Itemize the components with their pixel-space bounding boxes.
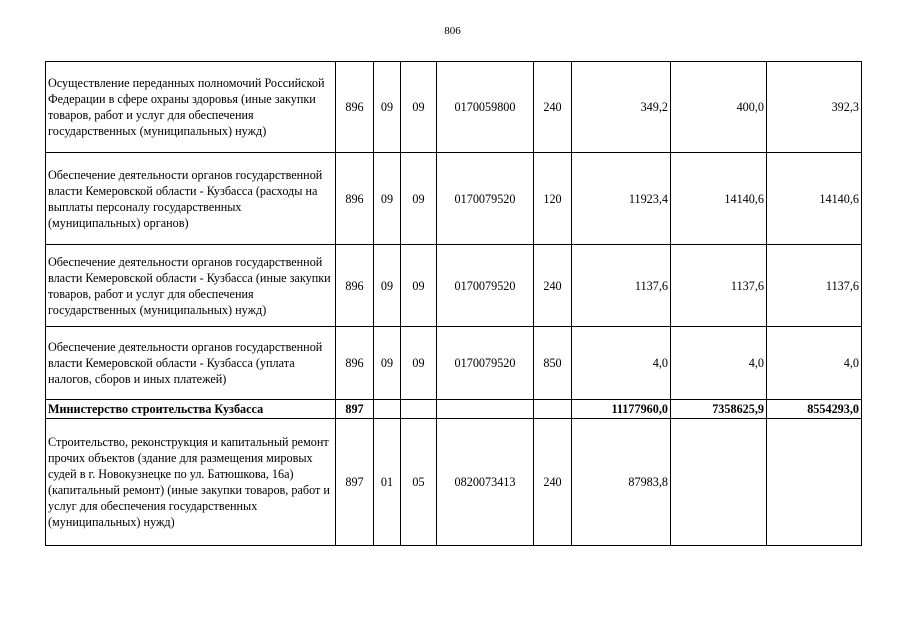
expense-type-code: 120 <box>534 153 572 245</box>
expense-name: Обеспечение деятельности органов государственной власти Кемеровской области - Кузбасса (уплата налогов, сборов и иных платежей) <box>46 327 336 400</box>
amount-year-1: 11923,4 <box>572 153 671 245</box>
expense-name: Осуществление переданных полномочий Российской Федерации в сфере охраны здоровья (иные закупки товаров, работ и услуг для обеспечения государственных (муниципальных) нужд) <box>46 62 336 153</box>
section-code: 01 <box>374 419 401 546</box>
subsection-code: 09 <box>401 245 437 327</box>
department-code: 896 <box>336 62 374 153</box>
amount-year-3: 14140,6 <box>767 153 862 245</box>
amount-year-2 <box>671 419 767 546</box>
table-row-ministry-total <box>46 400 862 419</box>
target-item-code: 0170079520 <box>437 153 534 245</box>
table-row <box>46 153 862 245</box>
table-row <box>46 245 862 327</box>
expense-type-code <box>534 400 572 419</box>
amount-year-1: 11177960,0 <box>572 400 671 419</box>
target-item-code: 0820073413 <box>437 419 534 546</box>
section-code: 09 <box>374 245 401 327</box>
department-code: 897 <box>336 419 374 546</box>
section-code <box>374 400 401 419</box>
subsection-code: 05 <box>401 419 437 546</box>
amount-year-2: 7358625,9 <box>671 400 767 419</box>
amount-year-2: 400,0 <box>671 62 767 153</box>
target-item-code: 0170079520 <box>437 245 534 327</box>
amount-year-3: 8554293,0 <box>767 400 862 419</box>
subsection-code <box>401 400 437 419</box>
amount-year-1: 349,2 <box>572 62 671 153</box>
target-item-code: 0170059800 <box>437 62 534 153</box>
amount-year-2: 14140,6 <box>671 153 767 245</box>
expense-type-code: 240 <box>534 62 572 153</box>
table-row <box>46 327 862 400</box>
department-code: 896 <box>336 327 374 400</box>
subsection-code: 09 <box>401 327 437 400</box>
amount-year-1: 4,0 <box>572 327 671 400</box>
section-code: 09 <box>374 153 401 245</box>
amount-year-3: 1137,6 <box>767 245 862 327</box>
amount-year-1: 1137,6 <box>572 245 671 327</box>
table-row <box>46 62 862 153</box>
subsection-code: 09 <box>401 62 437 153</box>
department-code: 897 <box>336 400 374 419</box>
expense-type-code: 240 <box>534 419 572 546</box>
ministry-name: Министерство строительства Кузбасса <box>46 400 336 419</box>
section-code: 09 <box>374 62 401 153</box>
table-row <box>46 419 862 546</box>
amount-year-2: 4,0 <box>671 327 767 400</box>
amount-year-3: 392,3 <box>767 62 862 153</box>
expense-name: Обеспечение деятельности органов государственной власти Кемеровской области - Кузбасса (иные закупки товаров, работ и услуг для обеспечения государственных (муниципальных) нужд) <box>46 245 336 327</box>
expense-type-code: 240 <box>534 245 572 327</box>
amount-year-2: 1137,6 <box>671 245 767 327</box>
amount-year-3: 4,0 <box>767 327 862 400</box>
target-item-code <box>437 400 534 419</box>
budget-table <box>45 61 862 546</box>
target-item-code: 0170079520 <box>437 327 534 400</box>
expense-name: Строительство, реконструкция и капитальный ремонт прочих объектов (здание для размещения мировых судей в г. Новокузнецке по ул. Батюшкова, 16а) (капитальный ремонт) (иные закупки товаров, работ и услуг для обеспечения государственных (муниципальных) нужд) <box>46 419 336 546</box>
expense-name: Обеспечение деятельности органов государственной власти Кемеровской области - Кузбасса (расходы на выплаты персоналу государственных (муниципальных) органов) <box>46 153 336 245</box>
department-code: 896 <box>336 153 374 245</box>
amount-year-3 <box>767 419 862 546</box>
expense-type-code: 850 <box>534 327 572 400</box>
subsection-code: 09 <box>401 153 437 245</box>
department-code: 896 <box>336 245 374 327</box>
section-code: 09 <box>374 327 401 400</box>
page-number: 806 <box>444 25 461 37</box>
amount-year-1: 87983,8 <box>572 419 671 546</box>
